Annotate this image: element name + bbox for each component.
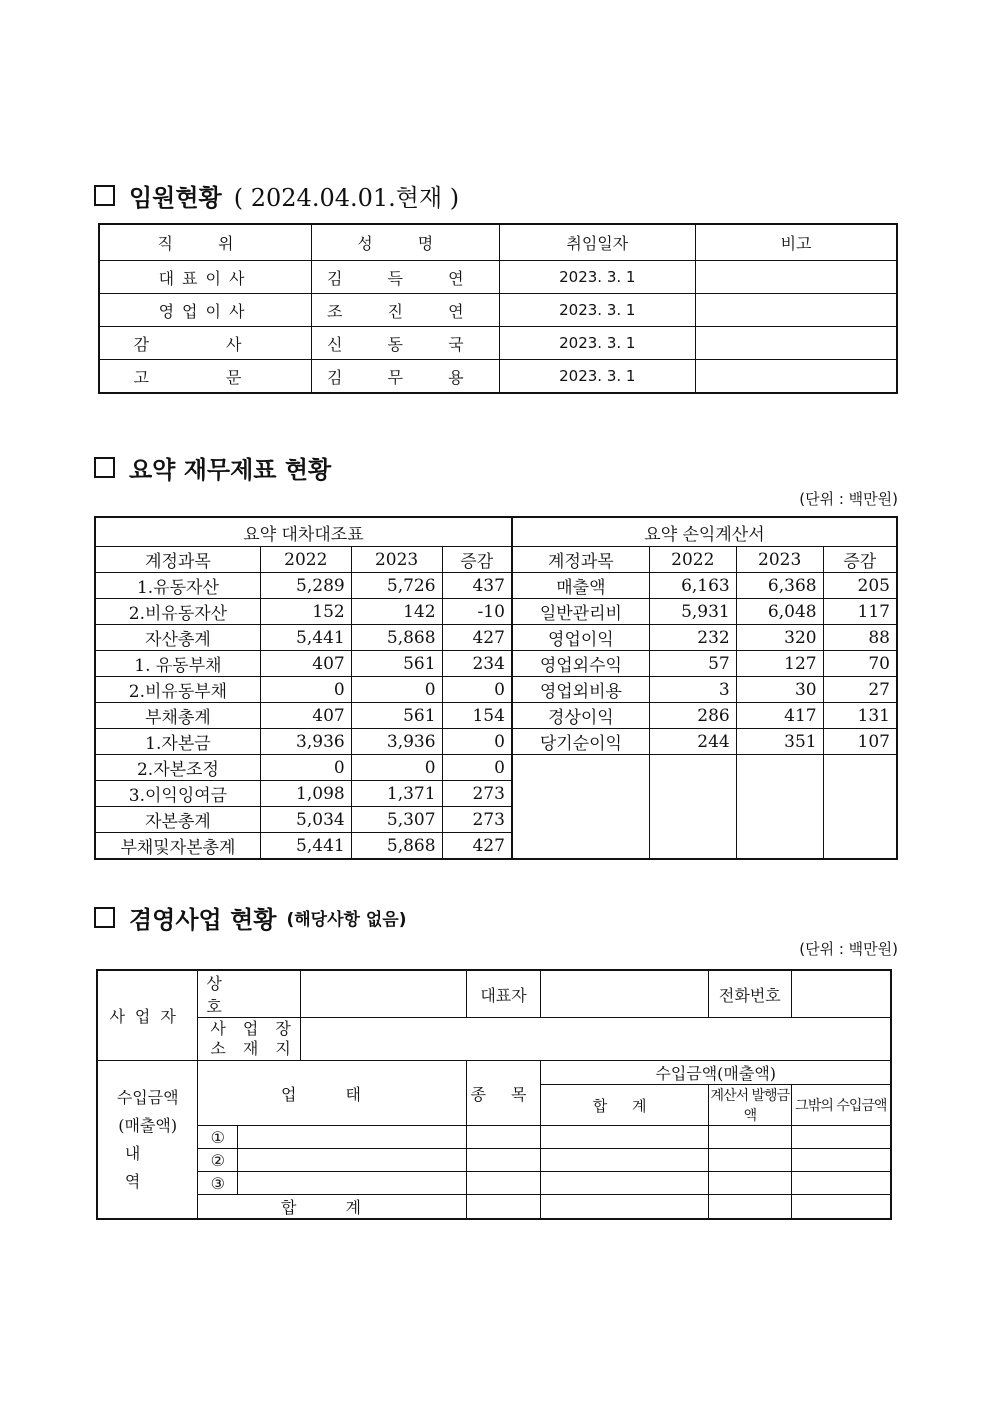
checkbox-icon [94,907,115,928]
balance-value-cell: 5,868 [351,833,442,860]
revenue-header: 수입금액(매출액) [541,1061,891,1085]
table-row [95,703,897,729]
balance-value-cell: 437 [442,573,512,599]
table-row [97,1149,891,1172]
finance-table [94,516,898,860]
table-row: 영업이사 조 진 연 2023. 3. 1 [99,294,897,327]
balance-account-cell: 1.자본금 [95,729,260,755]
balance-value-cell: 142 [351,599,442,625]
business-type-header: 업 태 [198,1061,466,1126]
balance-value-cell: 3,936 [351,729,442,755]
balance-account-cell: 1.유동자산 [95,573,260,599]
header-note: 비고 [696,224,897,261]
income-value-cell: 417 [736,703,823,729]
balance-value-cell: 5,441 [260,625,351,651]
officers-header-row [99,224,897,261]
balance-account-cell: 2.자본조정 [95,755,260,781]
balance-account-cell: 3.이익잉여금 [95,781,260,807]
income-value-cell: 320 [736,625,823,651]
side-business-table [96,969,892,1220]
officers-section-title: 임원현황 ( 2024.04.01.현재 ) [94,178,459,213]
table-row [97,970,891,1018]
income-value-cell: 6,163 [649,573,736,599]
finance-header-row: 계정과목 2022 2023 증감 계정과목 2022 2023 증감 [95,547,897,573]
officers-table [98,223,898,394]
balance-value-cell: 561 [351,703,442,729]
checkbox-icon [94,185,115,206]
balance-value-cell: 152 [260,599,351,625]
income-account-cell: 당기순이익 [512,729,649,755]
revenue-label: 수입금액 (매출액) 내 역 [97,1061,198,1220]
checkbox-icon [94,457,115,478]
income-value-cell: 205 [823,573,897,599]
balance-value-cell: 407 [260,651,351,677]
income-account-cell: 경상이익 [512,703,649,729]
table-row [95,755,897,781]
representative-value [541,970,709,1018]
balance-account-cell: 자산총계 [95,625,260,651]
phone-label: 전화번호 [708,970,791,1018]
total-row-label: 합 계 [198,1195,466,1220]
balance-account-cell: 2.비유동부채 [95,677,260,703]
balance-value-cell: 0 [442,677,512,703]
income-value-cell: 351 [736,729,823,755]
balance-value-cell: -10 [442,599,512,625]
table-row: 대표이사 김 득 연 2023. 3. 1 [99,261,897,294]
side-business-note: (해당사항 없음) [286,910,407,930]
trade-name-value [301,970,466,1018]
balance-value-cell: 1,371 [351,781,442,807]
balance-account-cell: 부채및자본총계 [95,833,260,860]
header-position: 직 위 [99,224,312,261]
balance-value-cell: 427 [442,625,512,651]
balance-value-cell: 427 [442,833,512,860]
item-header: 종 목 [466,1061,541,1126]
income-account-cell: 일반관리비 [512,599,649,625]
income-value-cell: 232 [649,625,736,651]
phone-value [791,970,891,1018]
balance-value-cell: 3,936 [260,729,351,755]
balance-value-cell: 561 [351,651,442,677]
income-value-cell: 127 [736,651,823,677]
balance-account-cell: 부채총계 [95,703,260,729]
balance-value-cell: 273 [442,781,512,807]
balance-account-cell: 2.비유동자산 [95,599,260,625]
balance-value-cell: 5,034 [260,807,351,833]
finance-title-row [95,517,897,547]
balance-value-cell: 0 [260,677,351,703]
table-row [95,599,897,625]
balance-value-cell: 0 [351,677,442,703]
balance-value-cell: 0 [442,729,512,755]
total-header: 합 계 [541,1085,709,1126]
table-row [95,573,897,599]
row-marker: ① [198,1126,238,1149]
table-row [95,677,897,703]
table-row [97,1061,891,1085]
officers-date: ( 2024.04.01.현재 ) [233,184,460,212]
income-account-cell: 영업이익 [512,625,649,651]
balance-value-cell: 1,098 [260,781,351,807]
income-value-cell: 88 [823,625,897,651]
other-amount-header: 그밖의 수입금액 [791,1085,891,1126]
income-statement-title: 요약 손익계산서 [512,517,897,547]
income-account-cell: 매출액 [512,573,649,599]
table-row [97,1172,891,1195]
empty-cell [736,755,823,860]
balance-account-cell: 자본총계 [95,807,260,833]
balance-value-cell: 234 [442,651,512,677]
business-label: 사업자 [97,970,198,1061]
income-account-cell: 영업외수익 [512,651,649,677]
location-label: 사 업 장 소 재 지 [198,1018,301,1061]
finance-section-title: 요약 재무제표 현황 [94,450,331,485]
table-row [97,1195,891,1220]
side-business-section-title: 겸영사업 현황 (해당사항 없음) [94,900,406,935]
table-row [95,625,897,651]
balance-value-cell: 407 [260,703,351,729]
income-value-cell: 70 [823,651,897,677]
income-value-cell: 3 [649,677,736,703]
table-row: 고 문 김 무 용 2023. 3. 1 [99,360,897,394]
balance-value-cell: 5,289 [260,573,351,599]
side-business-unit: (단위 : 백만원) [799,940,898,958]
location-value [301,1018,891,1061]
balance-sheet-title: 요약 대차대조표 [95,517,512,547]
balance-value-cell: 0 [351,755,442,781]
balance-value-cell: 5,726 [351,573,442,599]
balance-value-cell: 0 [442,755,512,781]
income-value-cell: 27 [823,677,897,703]
finance-unit: (단위 : 백만원) [799,490,898,508]
representative-label: 대표자 [466,970,541,1018]
balance-value-cell: 5,868 [351,625,442,651]
income-account-cell: 영업외비용 [512,677,649,703]
balance-value-cell: 154 [442,703,512,729]
income-value-cell: 117 [823,599,897,625]
balance-value-cell: 5,307 [351,807,442,833]
row-marker: ② [198,1149,238,1172]
income-value-cell: 131 [823,703,897,729]
table-row [95,729,897,755]
empty-cell [512,755,649,860]
trade-name-label: 상 호 [198,970,301,1018]
income-value-cell: 30 [736,677,823,703]
header-name: 성 명 [312,224,500,261]
income-value-cell: 6,048 [736,599,823,625]
table-row [97,1126,891,1149]
invoice-amount-header: 계산서 발행금액 [708,1085,791,1126]
balance-value-cell: 5,441 [260,833,351,860]
income-value-cell: 5,931 [649,599,736,625]
empty-cell [823,755,897,860]
income-value-cell: 57 [649,651,736,677]
income-value-cell: 286 [649,703,736,729]
income-value-cell: 107 [823,729,897,755]
table-row: 감 사 신 동 국 2023. 3. 1 [99,327,897,360]
table-row [95,651,897,677]
empty-cell [649,755,736,860]
table-row [97,1018,891,1061]
balance-value-cell: 0 [260,755,351,781]
income-value-cell: 6,368 [736,573,823,599]
balance-account-cell: 1. 유동부채 [95,651,260,677]
row-marker: ③ [198,1172,238,1195]
header-date: 취임일자 [499,224,696,261]
income-value-cell: 244 [649,729,736,755]
balance-value-cell: 273 [442,807,512,833]
